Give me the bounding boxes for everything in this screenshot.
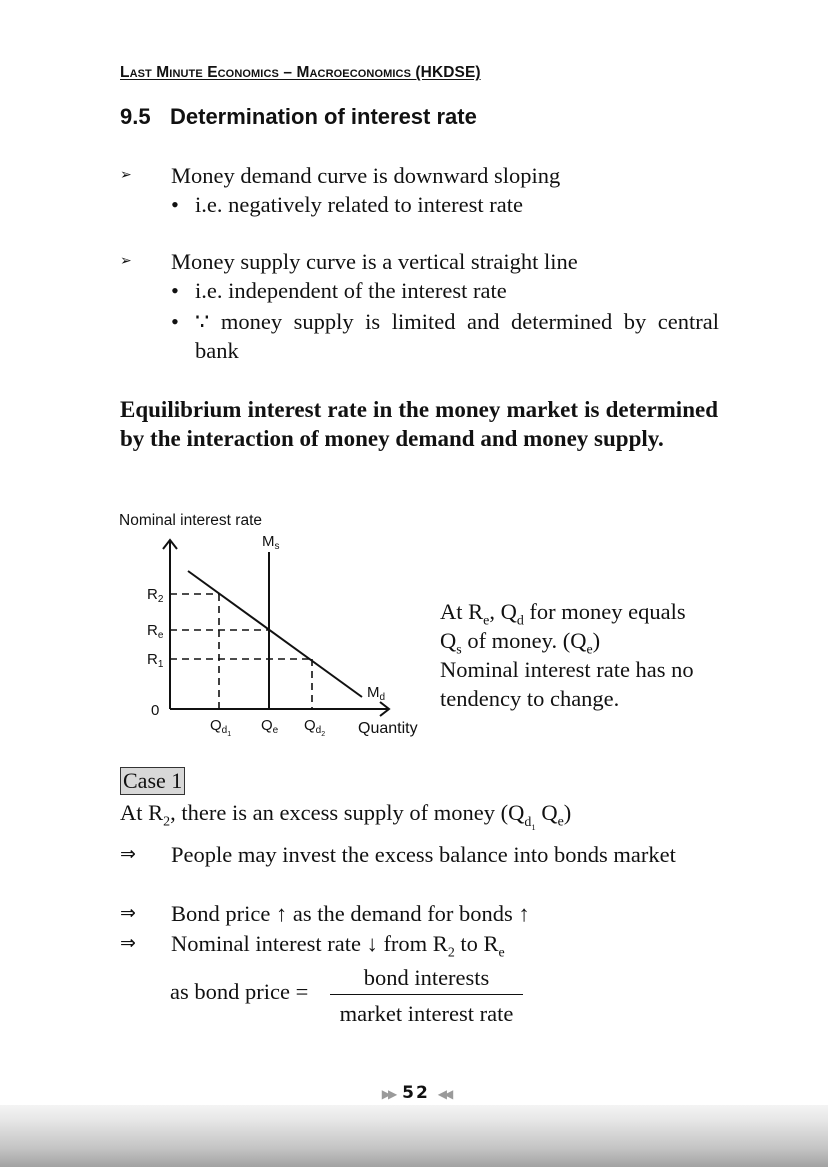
note-line: At $R_e$, $Q_d$ for money equals [440, 599, 686, 629]
implies-arrow-icon: ⇒ [120, 903, 136, 924]
step-text: Nominal interest rate ↓ from $R_2$ to $R_e$ [171, 931, 505, 961]
case-step [120, 899, 718, 928]
page-number [368, 1083, 464, 1103]
qd2-label: $Q_{d2}$ [304, 717, 326, 738]
x-axis-label: Quantity [358, 720, 418, 737]
formula-lhs: as bond price = [170, 979, 309, 1004]
point-text: Money demand curve is downward sloping [171, 163, 561, 188]
arrowhead-bullet-icon: ➢ [120, 168, 132, 183]
qe-label: $Q_e$ [261, 717, 279, 736]
up-arrow-icon: ↑ [518, 901, 530, 926]
bullet-dot-icon: • [171, 278, 179, 303]
down-arrow-icon: ↓ [366, 931, 378, 956]
r1-label: $R_1$ [147, 651, 164, 670]
point-text: Money supply curve is a vertical straight line [171, 249, 578, 274]
step-text: People may invest the excess balance into bonds market [171, 842, 676, 867]
section-title-text: Determination of interest rate [170, 104, 477, 129]
formula-fraction [330, 963, 523, 1028]
section-title [120, 104, 477, 130]
key-statement: Equilibrium interest rate in the money market is determined by the interaction of money demand and money supply. [120, 397, 718, 451]
page-bottom-shadow [0, 1105, 828, 1167]
qd-sub: d1 [524, 814, 536, 832]
fraction-bar [330, 994, 523, 995]
note-line: Nominal interest rate has no [440, 657, 694, 682]
note-line: tendency to change. [440, 686, 620, 711]
point-money-supply [120, 247, 720, 367]
sub-point-text: ∵ money supply is limited and determined by central bank [195, 309, 719, 363]
implies-arrow-icon: ⇒ [120, 844, 136, 865]
y-axis-arrowhead-icon [163, 540, 177, 549]
running-head: Last Minute Economics – Macroeconomics (HKDSE) [120, 64, 481, 81]
case-step [120, 840, 718, 898]
re-label: $R_e$ [147, 622, 164, 641]
formula-numerator: bond interests [363, 965, 490, 990]
bullet-dot-icon: • [171, 309, 179, 334]
point-money-demand [120, 161, 720, 221]
md-label: $M_d$ [367, 684, 386, 703]
case-label-box: Case 1 [120, 767, 185, 795]
sub-point-text: i.e. negatively related to interest rate [195, 192, 523, 217]
origin-label: 0 [151, 702, 160, 719]
left-ornament-icon: ▶▶ [381, 1087, 395, 1101]
right-ornament-icon: ◀◀ [437, 1087, 451, 1101]
qd1-label: $Q_{d1}$ [210, 717, 232, 738]
implies-arrow-icon: ⇒ [120, 933, 136, 954]
section-number: 9.5 [120, 104, 151, 129]
ms-label: $M_s$ [262, 533, 280, 552]
bullet-dot-icon: • [171, 192, 179, 217]
x-axis-arrowhead-icon [380, 702, 389, 716]
case-intro: At $R_2$, there is an excess supply of money ($Q_{d_1}$ $Q_e$) [120, 800, 572, 832]
note-line: $Q_s$ of money. $(Q_e)$ [440, 628, 601, 658]
page-number-text: 52 [402, 1083, 430, 1103]
formula-denominator: market interest rate [339, 1001, 514, 1026]
equilibrium-note [440, 597, 730, 713]
up-arrow-icon: ↑ [275, 901, 288, 926]
y-axis-label: Nominal interest rate [119, 512, 263, 529]
arrowhead-bullet-icon: ➢ [120, 254, 132, 269]
r2-label: $R_2$ [147, 586, 164, 605]
case-step [120, 929, 718, 961]
sub-point-text: i.e. independent of the interest rate [195, 278, 507, 303]
money-demand-line [188, 571, 362, 697]
step-text: Bond price ↑ as the demand for bonds ↑ [171, 901, 530, 926]
